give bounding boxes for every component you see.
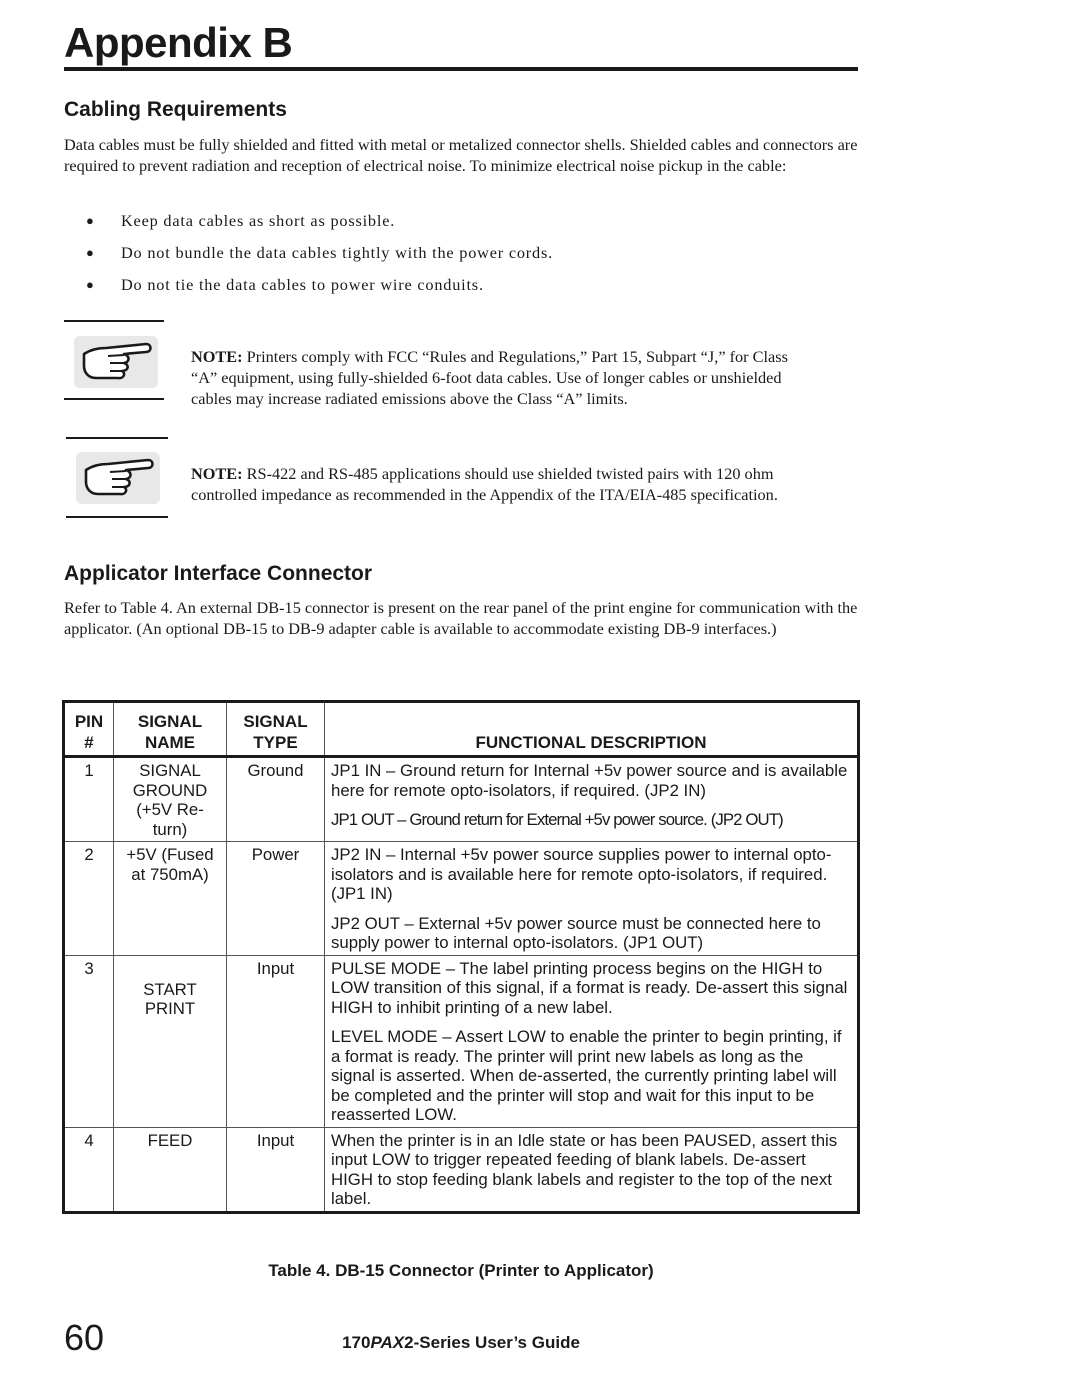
note-rule-top	[66, 437, 168, 439]
note-text: RS-422 and RS-485 applications should use shielded twisted pairs with 120 ohm controlled impedance as recommended in the Appendix of the ITA/EIA-485 specification.	[191, 464, 778, 504]
description-text: JP1 OUT – Ground return for External +5v power source. (JP2 OUT)	[331, 810, 783, 829]
cell-signal-name: FEED	[114, 1127, 227, 1212]
applicator-intro-paragraph: Refer to Table 4. An external DB-15 connector is present on the rear panel of the print engine for communication with the applicator. (An optional DB-15 to DB-9 adapter cable is available to accommodate existing DB-9 interfaces.)	[64, 598, 858, 638]
cabling-bullet-list	[86, 210, 846, 306]
cell-description	[325, 757, 859, 842]
description-text: PULSE MODE – The label printing process begins on the HIGH to LOW transition of this signal, if a format is ready. De-assert this signal HIGH to inhibit printing of a new label.	[331, 958, 848, 1017]
cell-signal-type: Power	[227, 842, 325, 956]
cell-pin: 3	[64, 955, 114, 1127]
cabling-intro-paragraph: Data cables must be fully shielded and fitted with metal or metalized connector shells. Shielded cables and connectors are required to prevent radiation and reception of electrical noise. To minimize electrical noise pickup in the cable:	[64, 135, 858, 175]
table-header-row	[64, 702, 859, 757]
cell-pin: 2	[64, 842, 114, 956]
note-rs485	[191, 463, 816, 505]
cell-description	[325, 955, 859, 1127]
list-item	[86, 210, 846, 242]
list-item	[86, 274, 846, 306]
db15-connector-table	[62, 700, 860, 1214]
bullet-text: Do not bundle the data cables tightly with the power cords.	[121, 243, 553, 262]
section-heading-applicator: Applicator Interface Connector	[64, 562, 373, 585]
note-label: NOTE:	[191, 347, 243, 366]
note-rule-top	[64, 320, 164, 322]
bullet-text: Keep data cables as short as possible.	[121, 211, 396, 230]
table-row	[64, 842, 859, 956]
description-text: JP1 IN – Ground return for Internal +5v power source and is available here for remote opto-isolators, if required. (JP2 IN)	[331, 761, 848, 800]
cell-pin: 1	[64, 757, 114, 842]
pointing-hand-icon	[70, 448, 166, 508]
column-header-signal-name: SIGNAL NAME	[114, 702, 227, 757]
section-heading-cabling: Cabling Requirements	[64, 98, 287, 121]
cell-pin: 4	[64, 1127, 114, 1212]
table-row	[64, 757, 859, 842]
cell-signal-name: START PRINT	[114, 955, 227, 1127]
column-header-functional-description: FUNCTIONAL DESCRIPTION	[325, 702, 859, 757]
description-text: JP2 IN – Internal +5v power source supplies power to internal opto-isolators and is available here for remote opto-isolators, if required. (JP1 IN)	[331, 845, 832, 903]
column-header-signal-type: SIGNAL TYPE	[227, 702, 325, 757]
description-text: When the printer is in an Idle state or has been PAUSED, assert this input LOW to trigger repeated feeding of blank labels. De-assert HIGH to stop feeding blank labels and register to the top of the next label.	[331, 1130, 838, 1208]
description-text: LEVEL MODE – Assert LOW to enable the printer to begin printing, if a format is ready. The printer will print new labels as long as the signal is asserted. When de-asserted, the currently printing label will be completed and the printer will stop and wait for this input to be reasserted LOW.	[331, 1027, 842, 1124]
note-fcc	[191, 346, 816, 409]
note-rule-bottom	[64, 398, 164, 400]
bullet-text: Do not tie the data cables to power wire conduits.	[121, 275, 484, 294]
table-row	[64, 1127, 859, 1212]
pointing-hand-icon	[68, 332, 164, 392]
cell-signal-name: SIGNAL GROUND (+5V Re- turn)	[114, 757, 227, 842]
cell-description	[325, 1127, 859, 1212]
note-text: Printers comply with FCC “Rules and Regulations,” Part 15, Subpart “J,” for Class “A” equipment, using fully-shielded 6-foot data cables. Use of longer cables or unshielded cables may increase radiated emissions above the Class “A” limits.	[191, 347, 788, 408]
guide-title-model: PAX	[370, 1333, 405, 1352]
note-label: NOTE:	[191, 464, 243, 483]
page-number: 60	[64, 1317, 105, 1358]
column-header-pin: PIN #	[64, 702, 114, 757]
guide-title-suffix: 2-Series User’s Guide	[404, 1333, 580, 1352]
bullet-icon: ●	[86, 277, 95, 292]
bullet-icon: ●	[86, 213, 95, 228]
page-title: Appendix B	[64, 19, 293, 66]
list-item	[86, 242, 846, 274]
guide-title-prefix: 170	[342, 1333, 371, 1352]
cell-signal-type: Ground	[227, 757, 325, 842]
cell-signal-type: Input	[227, 955, 325, 1127]
cell-description	[325, 842, 859, 956]
footer-guide-title	[0, 1333, 922, 1353]
title-rule	[64, 67, 858, 71]
bullet-icon: ●	[86, 245, 95, 260]
note-rule-bottom	[66, 516, 168, 518]
table-row	[64, 955, 859, 1127]
table-caption: Table 4. DB-15 Connector (Printer to Applicator)	[268, 1261, 654, 1280]
description-text: JP2 OUT – External +5v power source must be connected here to supply power to internal opto-isolators. (JP1 OUT)	[331, 913, 821, 952]
cell-signal-type: Input	[227, 1127, 325, 1212]
cell-signal-name: +5V (Fused at 750mA)	[114, 842, 227, 956]
